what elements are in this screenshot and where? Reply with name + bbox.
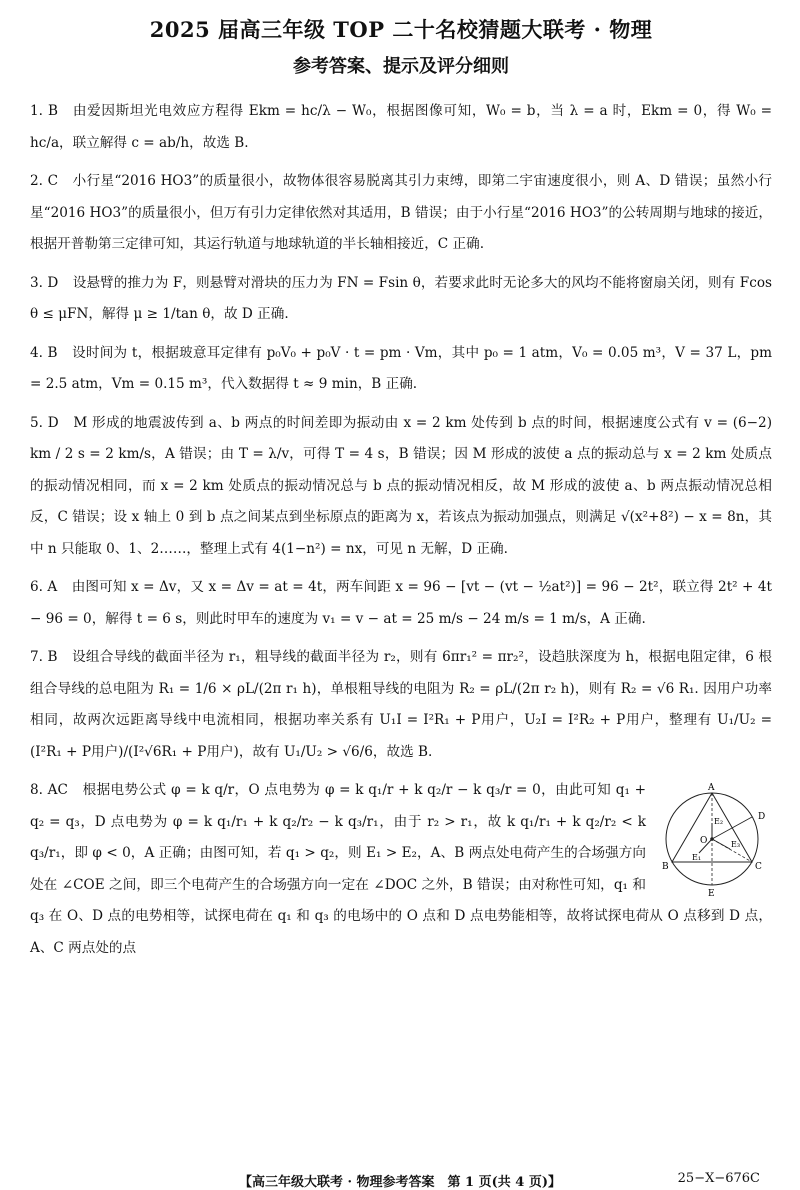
answer-item-3 [30, 268, 772, 331]
answer-number: 1. B [30, 103, 58, 119]
page-subtitle: 参考答案、提示及评分细则 [293, 56, 509, 77]
answer-item-7 [30, 642, 772, 768]
answer-item-8 [30, 775, 772, 964]
answer-number: 3. D [30, 274, 59, 291]
footer-code: 25−X−676C [677, 1171, 760, 1186]
answer-text: 根据电势公式 φ = k q/r，O 点电势为 φ = k q₁/r + k q₂/r − k q₃/r = 0，由此可知 q₁ + q₂ = q₃，D 点电势为 φ = k q₁/r₁ + k q₂/r₂ − k q₃/r₁，由于 r₂ > r₁，故 k q₁/r₁ + k q₂/r₂ < k q₃/r₁，即 φ < 0，A 正确；由图可知，若 q₁ > q₂，则 E₁ > E₂，A、B 两点处电荷产生的合场强方向处在 ∠COE 之间，即三 [30, 782, 646, 893]
label-B: B [662, 862, 669, 872]
answer-text-continued: 个电荷产生的合场强方向一定在 ∠DOC 之外，B 错误；由对称性可知，q₁ 和 q₃ 在 O、D 点的电势相等，试探电荷在 q₁ 和 q₃ 的电场中的 O 点和 D 点电势能相等，故将试探电荷从 O 点移到 D 点，A、C 两点处的点 [30, 876, 772, 956]
answer-item-1 [30, 96, 772, 159]
answer-number: 2. C [30, 173, 59, 189]
answer-item-2 [30, 166, 772, 261]
answer-text: 设悬臂的推力为 F，则悬臂对滑块的压力为 FN = Fsin θ，若要求此时无论多大的风均不能将窗扇关闭，则有 Fcos θ ≤ μFN，解得 μ ≥ 1/tan θ，故 D 正确. [30, 274, 772, 322]
answer-number: 6. A [30, 579, 58, 595]
answer-text: M 形成的地震波传到 a、b 两点的时间差即为振动由 x = 2 km 处传到 b 点的时间，根据速度公式有 v = (6−2) km / 2 s = 2 km/s，A 错误；由 T = λ/v，可得 T = 4 s，B 错误；因 M 形成的波使 a 点的振动总与 x = 2 km 处质点的振动情况相同，而 x = 2 km 处质点的振动情况总与 b 点的振动情况相反，故 M 形成的波使 a、b 两点振动情况总相反，C 错误；设 x 轴上 0 到 b 点之间某点到坐标原点的距离为 x，若该点为振动加强点，则满足 √(x²+8²) − x = 8n，其中 n 只能取 0、1、2……，整理上式有 4(1−n²) = nx，可见 n 无解，D 正确. [30, 414, 772, 557]
answer-number: 5. D [30, 414, 59, 431]
answer-text: 设组合导线的截面半径为 r₁，粗导线的截面半径为 r₂，则有 6πr₁² = πr₂²，设趋肤深度为 h，根据电阻定律，6 根组合导线的总电阻为 R₁ = 1/6 × ρL/(2π r₁ h)，单根粗导线的电阻为 R₂ = ρL/(2π r₂ h)，则有 R₂ = √6 R₁. 因用户功率相同，故两次远距离导线中电流相同，根据功率关系有 U₁I = I²R₁ + P用户，U₂I = I²R₂ + P用户，整理有 U₁/U₂ = (I²R₁ + P用户)/(I²√6R₁ + P用户)，故有 U₁/U₂ > √6/6，故选 B. [30, 649, 773, 760]
circle-triangle-figure [654, 779, 772, 899]
label-C: C [755, 862, 762, 872]
label-E2: E₂ [714, 817, 724, 826]
label-E: E [708, 889, 715, 899]
answer-item-5 [30, 408, 772, 566]
answer-number: 8. AC [30, 782, 68, 798]
label-A: A [708, 783, 715, 793]
label-E1: E₁ [692, 853, 702, 862]
label-D: D [758, 812, 766, 822]
answer-text: 设时间为 t，根据玻意耳定律有 p₀V₀ + p₀V · t = pm · Vm，其中 p₀ = 1 atm，V₀ = 0.05 m³，V = 37 L，pm = 2.5 atm，Vm = 0.15 m³，代入数据得 t ≈ 9 min，B 正确. [30, 344, 772, 392]
answer-item-4 [30, 338, 772, 401]
answer-item-6 [30, 572, 772, 635]
charge-field-diagram [654, 779, 772, 899]
answer-number: 7. B [30, 649, 58, 665]
answer-number: 4. B [30, 344, 58, 361]
answer-text: 小行星“2016 HO3”的质量很小，故物体很容易脱离其引力束缚，即第二宇宙速度很小，则 A、D 错误；虽然小行星“2016 HO3”的质量很小，但万有引力定律依然对其适用，B 错误；由于小行星“2016 HO3”的公转周期与地球的接近，根据开普勒第三定律可知，其运行轨道与地球轨道的半长轴相接近，C 正确. [30, 173, 772, 252]
answer-list [30, 96, 772, 964]
page-title: 2025 届高三年级 TOP 二十名校猜题大联考 · 物理 [149, 17, 653, 42]
answer-text: 由图可知 x = Δv，又 x = Δv = at = 4t，两车间距 x = 96 − [vt − (vt − ½at²)] = 96 − 2t²，联立得 2t² + 4t − 96 = 0，解得 t = 6 s，则此时甲车的速度为 v₁ = v − at = 25 m/s − 24 m/s = 1 m/s，A 正确. [30, 579, 773, 627]
answer-text: 由爱因斯坦光电效应方程得 Ekm = hc/λ − W₀，根据图像可知，W₀ = b，当 λ = a 时，Ekm = 0，得 W₀ = hc/a，联立解得 c = ab/h，故选 B. [30, 103, 773, 151]
label-E3: E₃ [731, 840, 741, 849]
footer-title: 【高三年级大联考 · 物理参考答案 第 1 页(共 4 页)】 [238, 1175, 562, 1190]
label-O: O [700, 836, 708, 846]
